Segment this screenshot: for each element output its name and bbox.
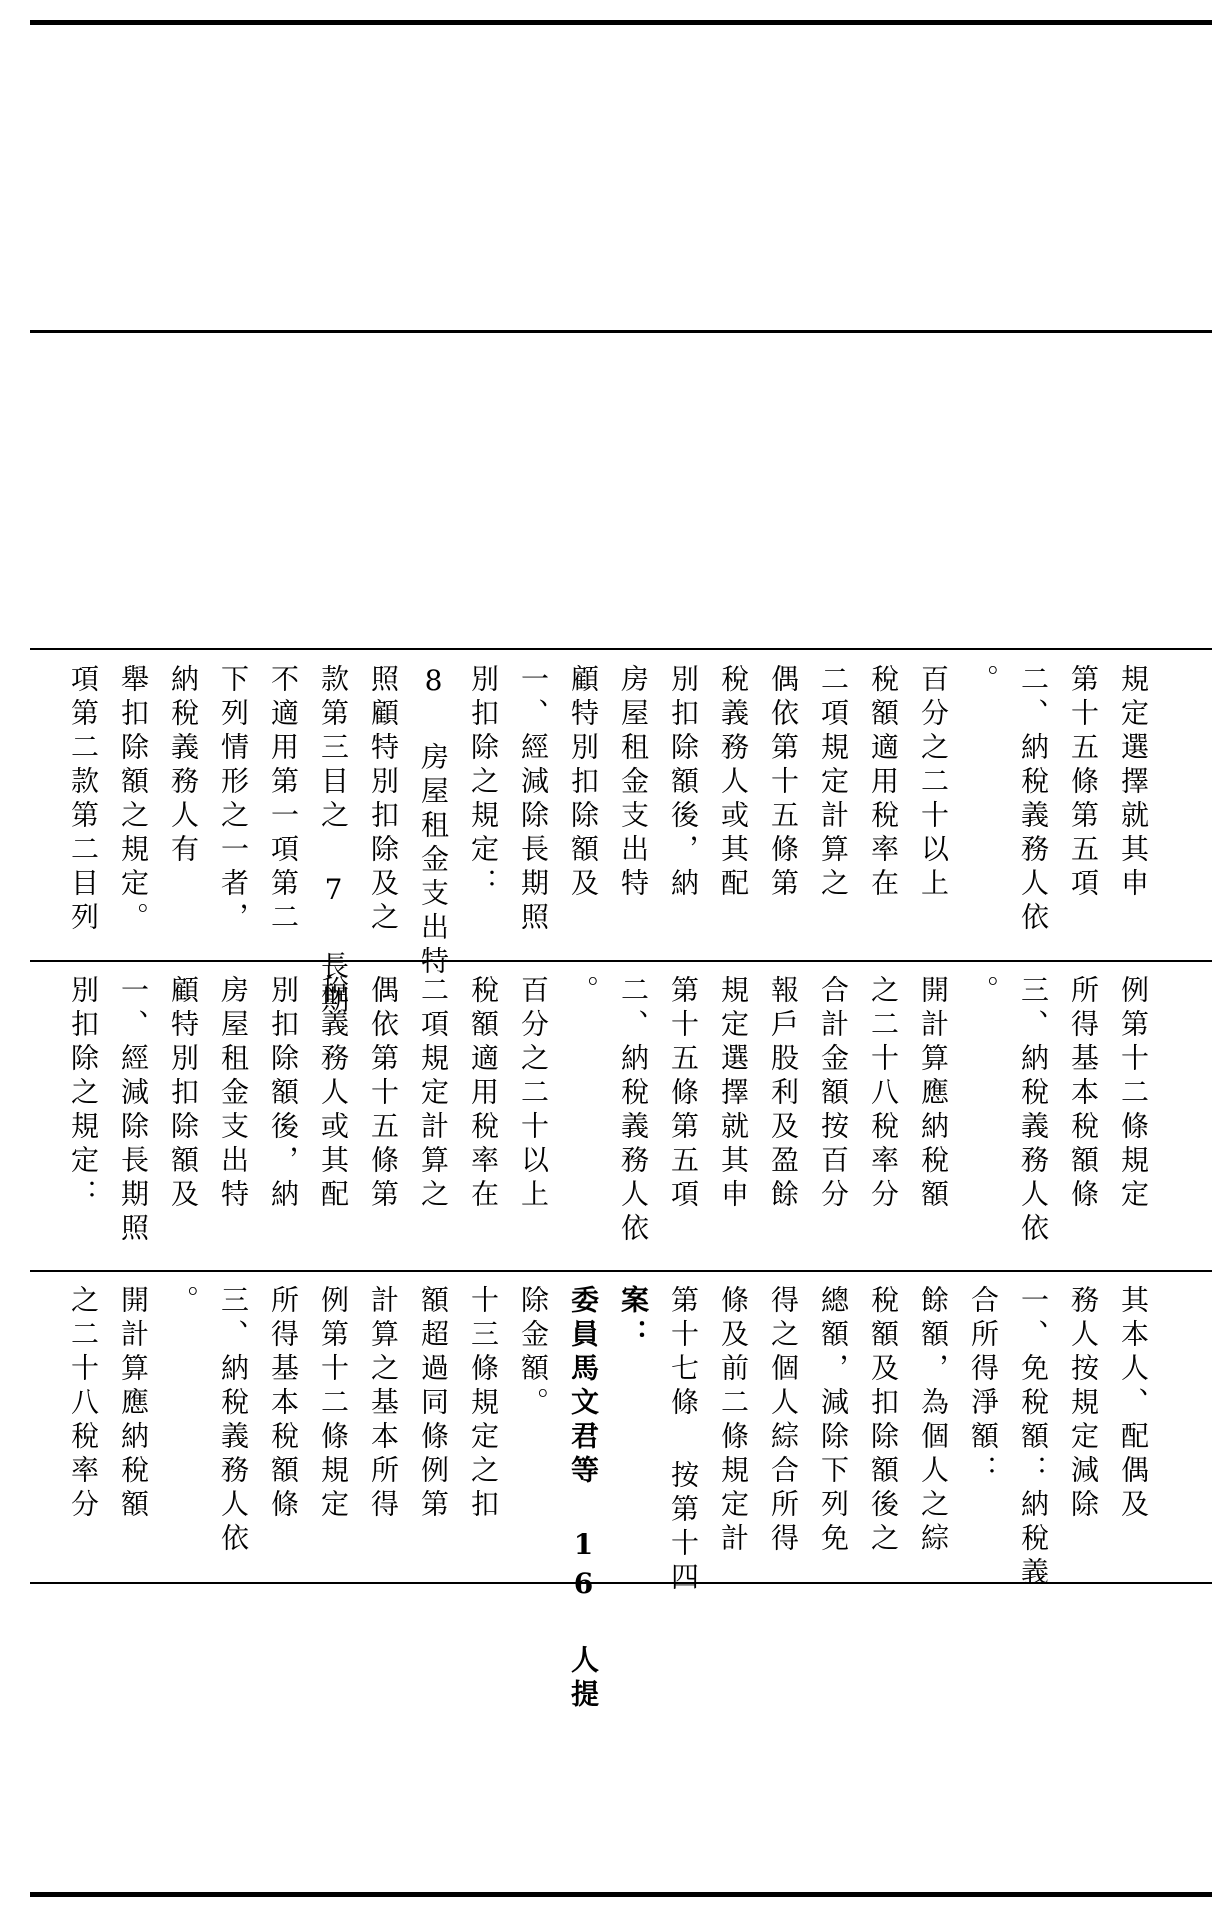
line: 除金額。 [517,1285,550,1421]
line: 偶依第十五條第 [767,664,800,902]
line: 第十七條 按第十四 [667,1285,700,1596]
line: 不適用第一項第二 [267,664,300,936]
line: 房屋租金支出特 [617,664,650,902]
line: 得之個人綜合所得 [767,1285,800,1557]
section-divider-2 [30,648,1212,650]
line: 款第三目之 7 長期 [317,664,350,1019]
line: 其本人、配偶及 [1117,1285,1150,1523]
line: 第十五條第五項 [1067,664,1100,902]
line: 三、納稅義務人依 [217,1285,250,1557]
line: 三、納稅義務人依 [1017,975,1050,1247]
line: 例第十二條規定 [1117,975,1150,1213]
line: 顧特別扣除額及 [167,975,200,1213]
line: 二項規定計算之 [417,975,450,1213]
proposal-heading: 案： [617,1285,650,1353]
line: 之二十八稅率分 [867,975,900,1213]
text-section-1 [40,664,1220,1019]
line: 百分之二十以上 [517,975,550,1213]
line: 別扣除額後，納 [667,664,700,902]
line: 二項規定計算之 [817,664,850,902]
line: 務人按規定減除 [1067,1285,1100,1523]
line: 稅額適用稅率在 [867,664,900,902]
line: 十三條規定之扣 [467,1285,500,1523]
text-section-2 [40,975,1220,1265]
line: 納稅義務人有 [167,664,200,868]
proposal-heading: 委員馬文君等 16 人提 [567,1285,600,1713]
line: 一、經減除長期照 [117,975,150,1247]
line: 計算之基本所得 [367,1285,400,1523]
line: 例第十二條規定 [317,1285,350,1523]
section-divider-3 [30,960,1212,962]
line: 稅義務人或其配 [317,975,350,1213]
line: 別扣除額後，納 [267,975,300,1213]
line: 所得基本稅額條 [1067,975,1100,1213]
line: 項第二款第二目列 [67,664,100,936]
bottom-rule [30,1892,1212,1897]
line: 一、經減除長期照 [517,664,550,936]
line: 稅義務人或其配 [717,664,750,902]
line: 第十五條第五項 [667,975,700,1213]
line: 餘額，為個人之綜 [917,1285,950,1557]
line: 。 [167,1285,200,1319]
line: 開計算應納稅額 [117,1285,150,1523]
line: 合所得淨額： [967,1285,1000,1489]
line: 開計算應納稅額 [917,975,950,1213]
line: 合計金額按百分 [817,975,850,1213]
line: 。 [967,975,1000,1009]
line: 二、納稅義務人依 [1017,664,1050,936]
line: 條及前二條規定計 [717,1285,750,1557]
line: 顧特別扣除額及 [567,664,600,902]
line: 報戶股利及盈餘 [767,975,800,1213]
line: 百分之二十以上 [917,664,950,902]
line: 。 [967,664,1000,698]
line: 稅額及扣除額後之 [867,1285,900,1557]
line: 別扣除之規定： [467,664,500,902]
line: 規定選擇就其申 [1117,664,1150,902]
line: 規定選擇就其申 [717,975,750,1213]
line: 偶依第十五條第 [367,975,400,1213]
line: 。 [567,975,600,1009]
line: 二、納稅義務人依 [617,975,650,1247]
line: 別扣除之規定： [67,975,100,1213]
line: 之二十八稅率分 [67,1285,100,1523]
line: 房屋租金支出特 [217,975,250,1213]
section-divider-4 [30,1270,1212,1272]
top-rule [30,20,1212,25]
line: 總額，減除下列免 [817,1285,850,1557]
line: 照顧特別扣除及之 [367,664,400,936]
line: 額超過同條例第 [417,1285,450,1523]
text-section-3 [40,1285,1220,1713]
line: 稅額適用稅率在 [467,975,500,1213]
line: 下列情形之一者， [217,664,250,936]
section-divider-1 [30,330,1212,333]
line: 舉扣除額之規定。 [117,664,150,936]
line: 一、免稅額：納稅義 [1017,1285,1050,1591]
line: 8 房屋租金支出特 [417,664,450,980]
line: 所得基本稅額條 [267,1285,300,1523]
